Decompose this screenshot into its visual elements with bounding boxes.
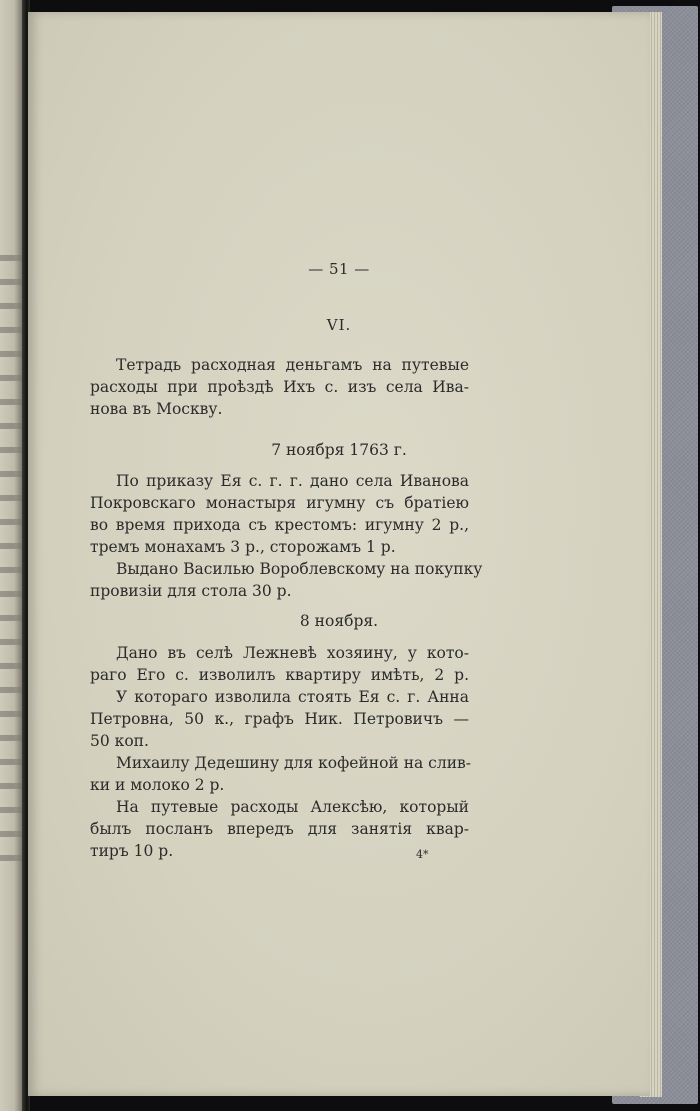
entry-line: во время прихода съ крестомъ: игумну 2 р., bbox=[90, 516, 469, 534]
title-line: расходы при проѣздѣ Ихъ с. изъ села Ива- bbox=[90, 378, 469, 396]
facing-page-text-fragments bbox=[0, 255, 24, 875]
page-number: — 51 — bbox=[308, 260, 370, 278]
entry-line: провизіи для стола 30 р. bbox=[90, 582, 292, 600]
title-line: Тетрадь расходная деньгамъ на путевые bbox=[116, 356, 469, 374]
date-heading: 8 ноября. bbox=[299, 612, 379, 630]
entry-line: У котораго изволила стоять Ея с. г. Анна bbox=[116, 688, 469, 706]
section-number: VI. bbox=[326, 316, 352, 334]
entry-line: тремъ монахамъ 3 р., сторожамъ 1 р. bbox=[90, 538, 396, 556]
entry-line: Дано въ селѣ Лежневѣ хозяину, у кото- bbox=[116, 644, 469, 662]
entry-line: раго Его с. изволилъ квартиру имѣть, 2 р. bbox=[90, 666, 469, 684]
entry-line: былъ посланъ впередъ для занятія квар- bbox=[90, 820, 469, 838]
entry-line: На путевые расходы Алексѣю, который bbox=[116, 798, 469, 816]
title-line: нова въ Москву. bbox=[90, 400, 223, 418]
entry-line: Покровскаго монастыря игумну съ братіею bbox=[90, 494, 469, 512]
entry-line: тиръ 10 р. bbox=[90, 842, 174, 860]
entry-line: 50 коп. bbox=[90, 732, 149, 750]
entry-line: Петровна, 50 к., графъ Ник. Петровичъ — bbox=[90, 710, 469, 728]
date-heading: 7 ноября 1763 г. bbox=[271, 441, 407, 459]
entry-line: Выдано Василью Вороблевскому на покупку bbox=[116, 560, 483, 578]
document-page bbox=[28, 12, 650, 1096]
entry-line: По приказу Ея с. г. г. дано села Иванова bbox=[116, 472, 469, 490]
entry-line: ки и молоко 2 р. bbox=[90, 776, 225, 794]
entry-line: Михаилу Дедешину для кофейной на слив- bbox=[116, 754, 472, 772]
signature-mark: 4* bbox=[416, 848, 429, 861]
